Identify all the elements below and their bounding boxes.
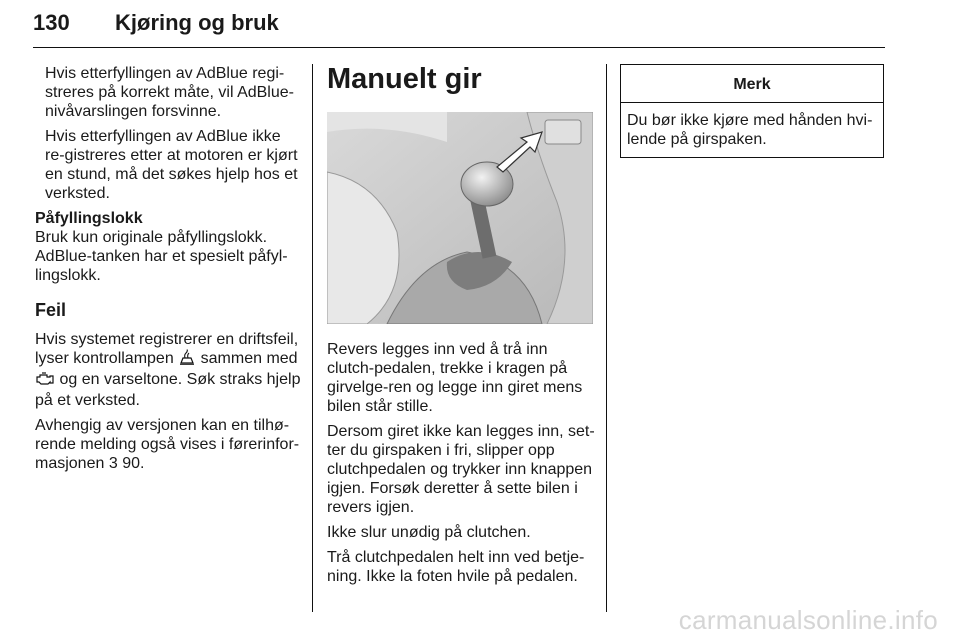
fault-text-middle: sammen med	[200, 350, 298, 367]
note-text: Du bør ikke kjøre med hånden hvi-lende på girspaken.	[627, 112, 873, 148]
chapter-title: Manuelt gir	[327, 63, 482, 95]
version-text: Avhengig av versjonen kan en tilhø-rende melding også vises i førerinfor-masjonen	[35, 417, 300, 472]
version-paragraph	[35, 416, 301, 473]
note-title: Merk	[621, 65, 883, 103]
gear-lever-illustration	[327, 112, 593, 324]
left-column	[35, 64, 301, 473]
emission-warning-lamp-icon	[178, 349, 196, 370]
fault-heading: Feil	[35, 300, 67, 320]
page-header	[33, 10, 885, 46]
reverse-gear-paragraph: Revers legges inn ved å trå inn clutch-pedalen, trekke i kragen på girvelge-ren og legge inn giret mens bilen står stille.	[327, 341, 583, 415]
page-reference-link[interactable]: 90.	[122, 455, 145, 472]
adblue-refill-registered-paragraph: Hvis etterfyllingen av AdBlue regi-streres på korrekt måte, vil AdBlue-nivåvarslingen forsvinne.	[45, 65, 294, 120]
right-column	[620, 64, 886, 158]
fault-paragraph	[35, 330, 301, 410]
refill-cap-paragraph: Bruk kun originale påfyllingslokk. AdBlue-tanken har et spesielt påfyl-lingslokk.	[35, 229, 288, 284]
middle-column	[327, 64, 595, 586]
note-box	[620, 64, 884, 158]
watermark: carmanualsonline.info	[678, 605, 938, 635]
engine-warning-icon	[35, 372, 55, 391]
header-rule	[33, 47, 885, 48]
fault-text-start: Hvis systemet registrerer en driftsfeil, lyser kontrollampen	[35, 331, 299, 367]
fault-text-end: og en varseltone. Søk straks hjelp på et verksted.	[35, 371, 301, 409]
clutch-pedal-paragraph: Trå clutchpedalen helt inn ved betje-ning. Ikke la foten hvile på pedalen.	[327, 549, 585, 585]
clutch-slip-paragraph: Ikke slur unødig på clutchen.	[327, 524, 531, 541]
column-divider-left	[312, 64, 313, 612]
refill-cap-heading: Påfyllingslokk	[35, 210, 143, 227]
adblue-refill-not-registered-paragraph: Hvis etterfyllingen av AdBlue ikke re-gistreres etter at motoren er kjørt en stund, må det søkes hjelp hos et verksted.	[45, 128, 298, 202]
gear-not-engaging-paragraph: Dersom giret ikke kan legges inn, set-ter du girspaken i fri, slipper opp clutchpedalen og trykker inn knappen igjen. Forsøk deretter å sette bilen i revers igjen.	[327, 423, 595, 516]
page-number: 130	[33, 10, 70, 35]
page-reference-arrow-icon: 3	[108, 455, 118, 472]
page-title: Kjøring og bruk	[115, 10, 279, 35]
column-divider-right	[606, 64, 607, 612]
